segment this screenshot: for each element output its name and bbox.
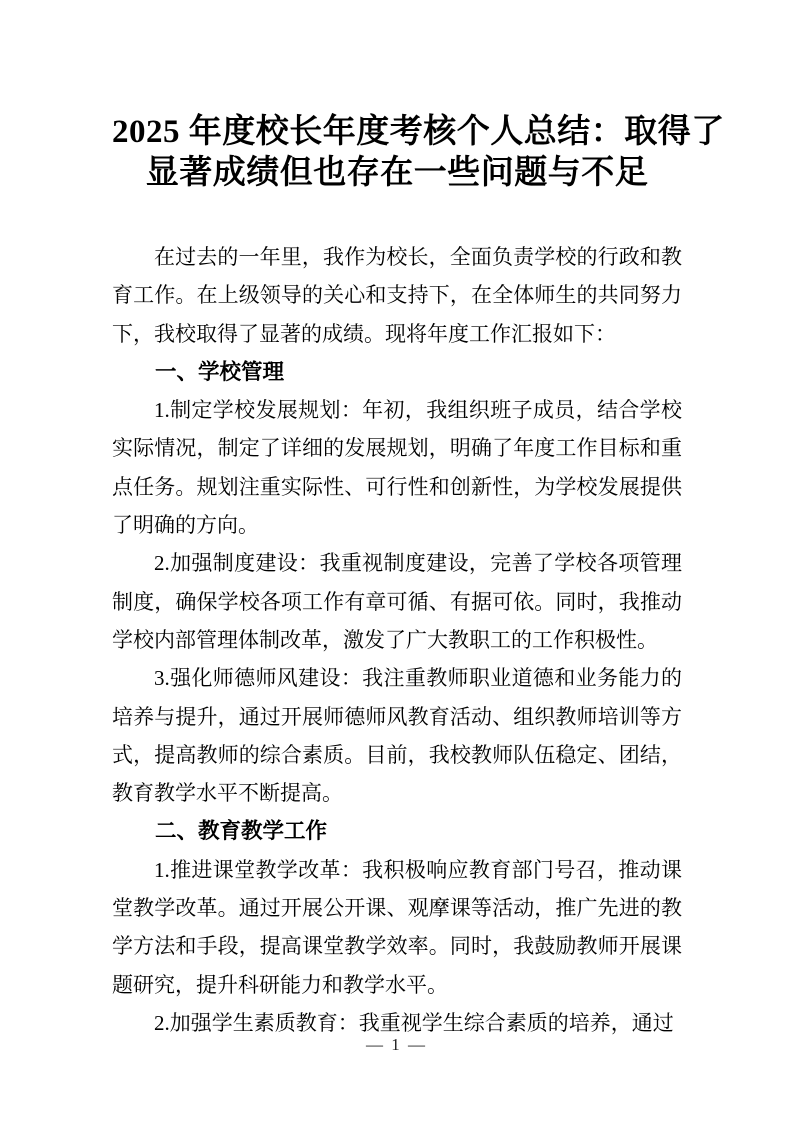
intro-paragraph: 在过去的一年里，我作为校长，全面负责学校的行政和教育工作。在上级领导的关心和支持下，在全体师生的共同努力下，我校取得了显著的成绩。现将年度工作汇报如下： — [112, 245, 682, 346]
document-title — [112, 112, 725, 194]
section-heading-education-teaching: 二、教育教学工作 — [155, 819, 328, 844]
paragraph-teacher-ethics: 3.强化师德师风建设：我注重教师职业道德和业务能力的培养与提升，通过开展师德师风教育活动、组织教师培训等方式，提高教师的综合素质。目前，我校教师队伍稳定、团结，教育教学水平不断提高。 — [112, 666, 682, 806]
document-content — [112, 112, 725, 1042]
paragraph-classroom-reform: 1.推进课堂教学改革：我积极响应教育部门号召，推动课堂教学改革。通过开展公开课、观摩课等活动，推广先进的教学方法和手段，提高课堂教学效率。同时，我鼓励教师开展课题研究，提升科研能力和教学水平。 — [112, 857, 682, 997]
section-heading-school-management: 一、学校管理 — [155, 359, 285, 384]
page-number: — 1 — — [366, 1035, 427, 1054]
paragraph-development-plan: 1.制定学校发展规划：年初，我组织班子成员，结合学校实际情况，制定了详细的发展规划，明确了年度工作目标和重点任务。规划注重实际性、可行性和创新性，为学校发展提供了明确的方向。 — [112, 398, 682, 538]
paragraph-institution-building: 2.加强制度建设：我重视制度建设，完善了学校各项管理制度，确保学校各项工作有章可循、有据可依。同时，我推动学校内部管理体制改革，激发了广大教职工的工作积极性。 — [112, 551, 682, 652]
document-title-line2: 显著成绩但也存在一些问题与不足 — [145, 155, 649, 191]
paragraph-student-quality-education: 2.加强学生素质教育：我重视学生综合素质的培养，通过 — [154, 1010, 674, 1035]
document-title-line1: 2025 年度校长年度考核个人总结：取得了 — [112, 114, 725, 150]
